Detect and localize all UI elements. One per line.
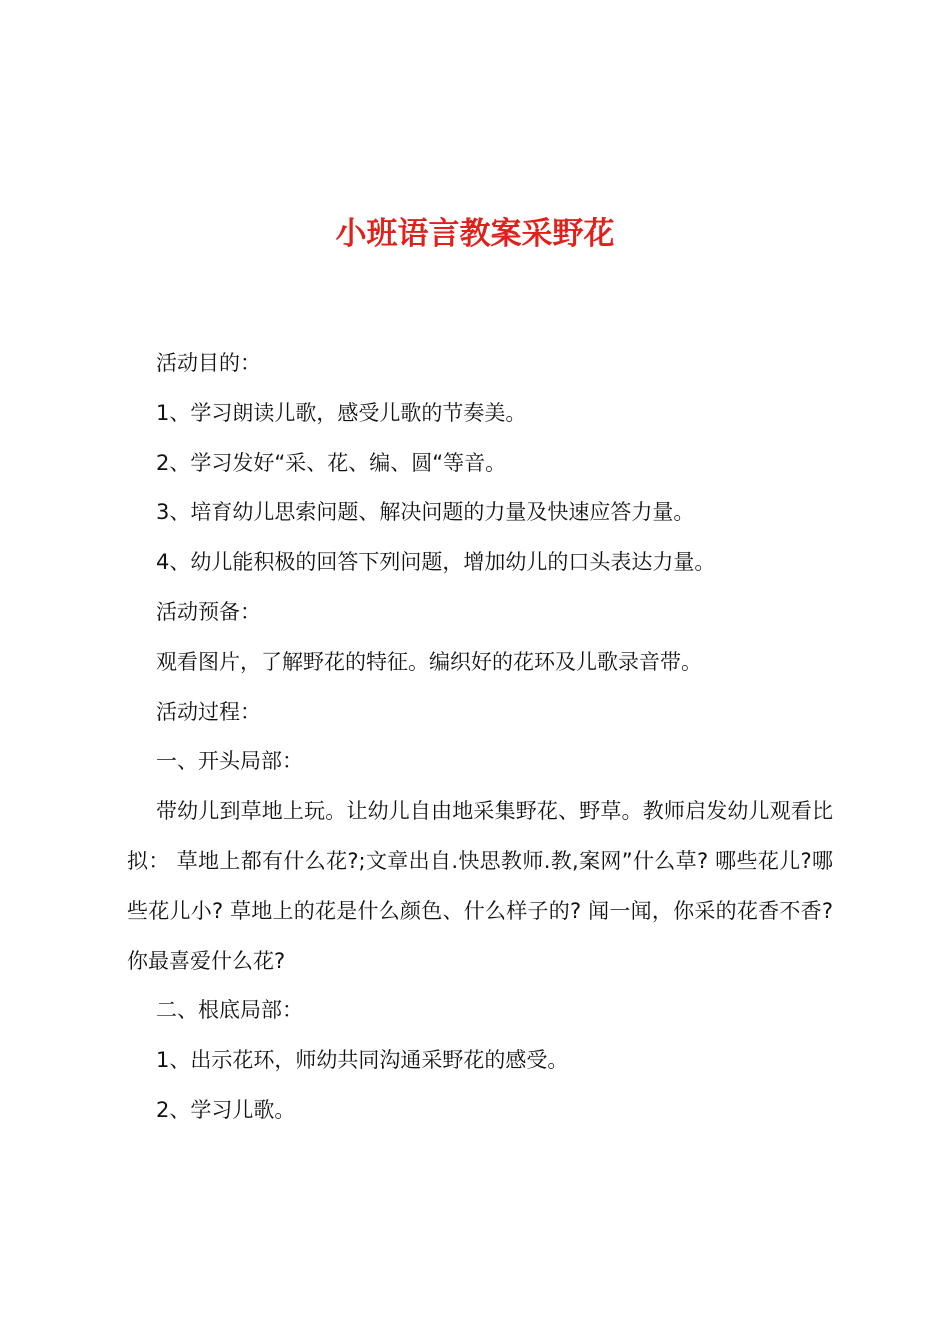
process-part-2-item-1: 1、出示花环，师幼共同沟通采野花的感受。: [156, 1048, 569, 1073]
objective-item-3: 3、培育幼儿思索问题、解决问题的力量及快速应答力量。: [156, 500, 695, 525]
preparation-text: 观看图片，了解野花的特征。编织好的花环及儿歌录音带。: [156, 649, 702, 674]
document-title: 小班语言教案采野花: [335, 216, 615, 252]
section-heading-objectives: 活动目的：: [156, 351, 261, 375]
section-heading-process: 活动过程：: [156, 699, 261, 724]
document-body: [127, 339, 833, 1136]
objective-item-4: 4、幼儿能积极的回答下列问题，增加幼儿的口头表达力量。: [156, 550, 716, 575]
objective-item-1: 1、学习朗读儿歌，感受儿歌的节奏美。: [156, 400, 527, 425]
process-part-1-text: 带幼儿到草地上玩。让幼儿自由地采集野花、野草。教师启发幼儿观看比拟： 草地上都有什么花?;文章出自.快思教师.教,案网”什么草? 哪些花儿?哪些花儿小? 草地上的花是什么颜色、什么样子的? 闻一闻，你采的花香不香? 你最喜爱什么花?: [127, 799, 833, 973]
process-part-2-item-2: 2、学习儿歌。: [156, 1097, 296, 1122]
process-part-1-heading: 一、开头局部：: [156, 749, 303, 774]
process-part-2-heading: 二、根底局部：: [156, 998, 303, 1023]
objective-item-2: 2、学习发好“采、花、编、圆“等音。: [156, 450, 507, 475]
section-heading-preparation: 活动预备：: [156, 599, 261, 624]
